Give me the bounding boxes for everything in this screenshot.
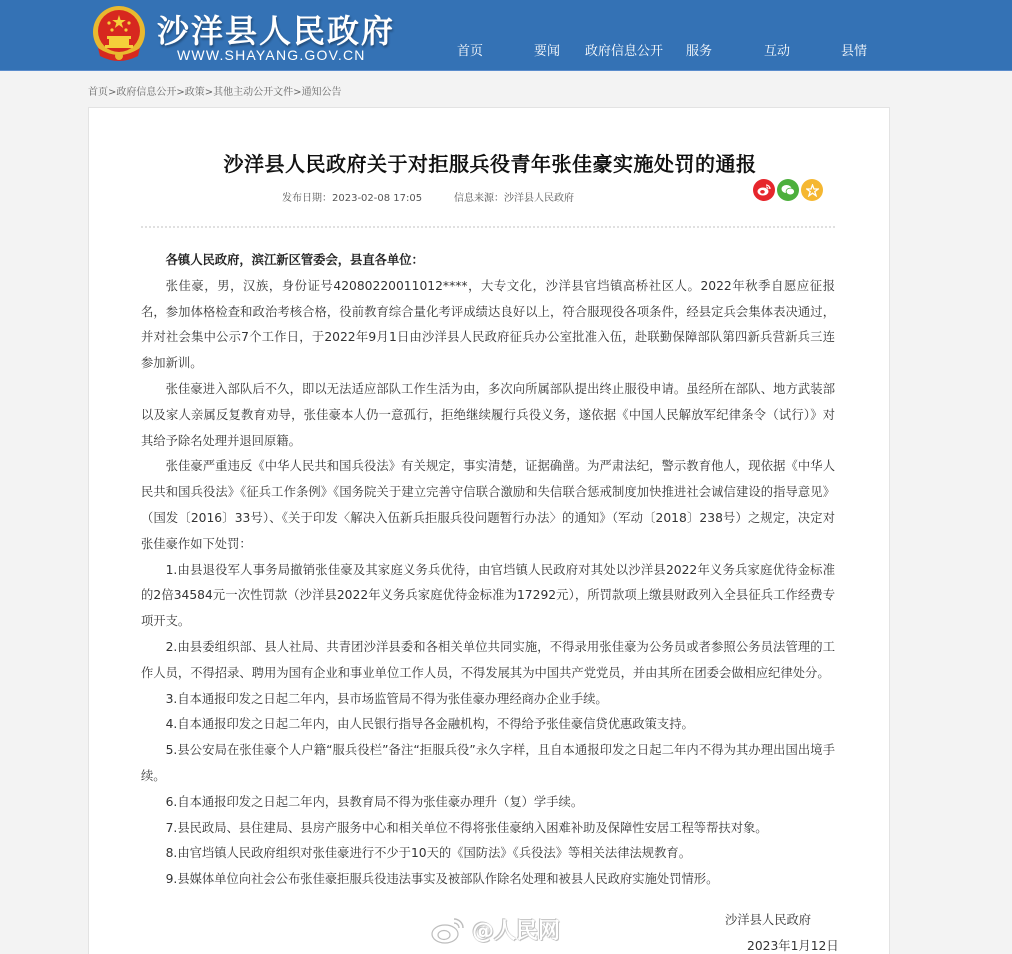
article-body [141, 248, 835, 893]
favorite-button[interactable] [801, 179, 823, 201]
breadcrumb-home[interactable]: 首页 [88, 87, 108, 98]
star-icon [806, 184, 819, 197]
wechat-share-button[interactable] [777, 179, 799, 201]
paragraph-discharge: 张佳豪进入部队后不久，即以无法适应部队工作生活为由，多次向所属部队提出终止服役申请。虽经所在部队、地方武装部以及家人亲属反复教育劝导，张佳豪本人仍一意孤行，拒绝继续履行兵役义务，遂依据《中国人民解放军纪律条令（试行）》对其给予除名处理并退回原籍。 [141, 381, 835, 448]
penalty-item-9: 9.县媒体单位向社会公布张佳豪拒服兵役违法事实及被部队作除名处理和被县人民政府实施处罚情形。 [165, 872, 719, 887]
breadcrumb-notices[interactable]: 通知公告 [301, 87, 342, 98]
breadcrumb-separator: > [108, 87, 117, 98]
wechat-icon [781, 184, 795, 196]
salutation: 各镇人民政府，滨江新区管委会，县直各单位： [165, 253, 424, 267]
info-source-value: 沙洋县人民政府 [504, 193, 574, 204]
paragraph-legal-basis: 张佳豪严重违反《中华人民共和国兵役法》有关规定，事实清楚，证据确凿。为严肃法纪，警示教育他人，现依据《中华人民共和国兵役法》《征兵工作条例》《国务院关于建立完善守信联合激励和失信联合惩戒制度加快推进社会诚信建设的指导意见》（国发〔2016〕33号）、《关于印发〈解决入伍新兵拒服兵役问题暂行办法〉的通知》（军动〔2018〕238号）之规定，决定对张佳豪作如下处罚： [141, 459, 835, 551]
site-header [0, 0, 1012, 71]
weibo-icon [757, 184, 771, 196]
share-bar [753, 179, 823, 201]
nav-county-info[interactable]: 县情 [841, 44, 868, 59]
nav-gov-info[interactable]: 政府信息公开 [585, 44, 664, 59]
site-url: WWW.SHAYANG.GOV.CN [177, 47, 366, 63]
watermark-text: @人民网 [472, 919, 561, 944]
article-title: 沙洋县人民政府关于对拒服兵役青年张佳豪实施处罚的通报 [223, 152, 757, 176]
penalty-item-6: 6.自本通报印发之日起二年内，县教育局不得为张佳豪办理升（复）学手续。 [165, 794, 584, 809]
breadcrumb-other-files[interactable]: 其他主动公开文件 [213, 87, 294, 98]
breadcrumb-separator: > [293, 87, 302, 98]
penalty-item-3: 3.自本通报印发之日起二年内，县市场监管局不得为张佳豪办理经商办企业手续。 [165, 691, 608, 706]
penalty-item-2: 2.由县委组织部、县人社局、共青团沙洋县委和各相关单位共同实施，不得录用张佳豪为公务员或者参照公务员法管理的工作人员，不得招录、聘用为国有企业和事业单位工作人员，不得发展其为中国共产党党员，并由其所在团委会做相应纪律处分。 [141, 639, 835, 680]
info-source-label: 信息来源： [454, 193, 504, 204]
publish-date-label: 发布日期： [282, 193, 332, 204]
nav-interaction[interactable]: 互动 [764, 44, 791, 59]
weibo-watermark-icon [430, 915, 466, 945]
paragraph-background: 张佳豪，男，汉族，身份证号42080220011012****，大专文化，沙洋县官垱镇高桥社区人。2022年秋季自愿应征报名，参加体格检查和政治考核合格，役前教育综合量化考评成绩达良好以上，符合服现役各项条件，经县定兵会集体表决通过，并对社会集中公示7个工作日，于2022年9月1日由沙洋县人民政府征兵办公室批准入伍，赴联勤保障部队第四新兵营新兵三连参加新训。 [141, 278, 835, 371]
nav-home[interactable]: 首页 [457, 44, 484, 59]
nav-services[interactable]: 服务 [686, 44, 713, 59]
publish-date-value: 2023-02-08 17:05 [332, 193, 423, 204]
signature-date: 2023年1月12日 [747, 939, 839, 953]
nav-news[interactable]: 要闻 [534, 44, 561, 59]
publish-date [282, 189, 422, 204]
penalty-item-5: 5.县公安局在张佳豪个人户籍“服兵役栏”备注“拒服兵役”永久字样，且自本通报印发之日起二年内不得为其办理出国出境手续。 [141, 743, 835, 783]
penalty-item-7: 7.县民政局、县住建局、县房产服务中心和相关单位不得将张佳豪纳入困难补助及保障性安居工程等帮扶对象。 [165, 820, 768, 835]
breadcrumb-separator: > [204, 87, 214, 98]
breadcrumb-gov-info[interactable]: 政府信息公开 [116, 87, 177, 98]
penalty-item-8: 8.由官垱镇人民政府组织对张佳豪进行不少于10天的《国防法》《兵役法》等相关法律法规教育。 [165, 846, 691, 861]
weibo-share-button[interactable] [753, 179, 775, 201]
penalty-item-1: 1.由县退役军人事务局撤销张佳豪及其家庭义务兵优待，由官垱镇人民政府对其处以沙洋县2022年义务兵家庭优待金标准的2倍34584元一次性罚款（沙洋县2022年义务兵家庭优待金标准为17292元），所罚款项上缴县财政列入全县征兵工作经费专项开支。 [141, 562, 835, 629]
article-card [88, 107, 890, 954]
national-emblem-icon[interactable] [90, 4, 148, 66]
info-source [454, 189, 574, 204]
signature-org: 沙洋县人民政府 [725, 913, 812, 927]
breadcrumb-policy[interactable]: 政策 [184, 87, 205, 98]
breadcrumb [88, 83, 342, 98]
watermark [430, 914, 560, 945]
penalty-item-4: 4.自本通报印发之日起二年内，由人民银行指导各金融机构，不得给予张佳豪信贷优惠政策支持。 [165, 717, 694, 732]
site-title[interactable]: 沙洋县人民政府 [157, 12, 396, 50]
title-divider [141, 226, 835, 228]
breadcrumb-separator: > [176, 87, 185, 98]
